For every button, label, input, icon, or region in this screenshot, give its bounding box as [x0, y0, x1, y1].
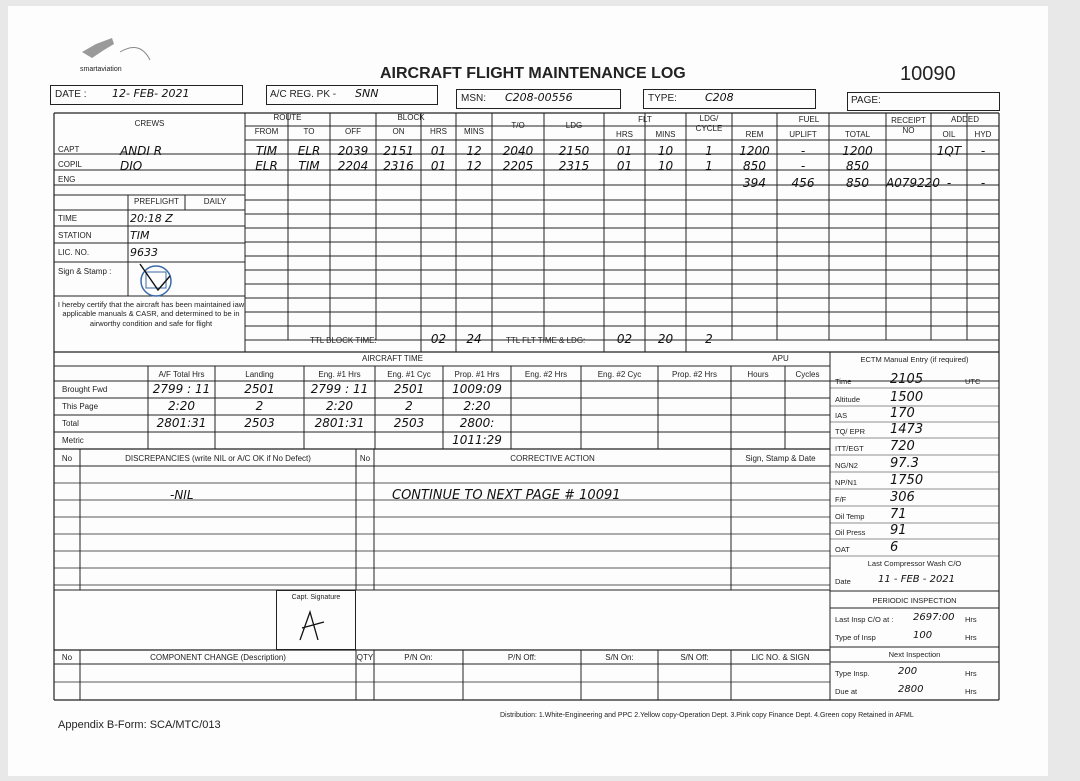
discrepancy-no-header: No — [61, 454, 73, 463]
flight-cell-total: 850 — [846, 159, 869, 173]
sign-stamp-label: Sign & Stamp : — [58, 267, 112, 276]
aircraft-time-row-label: Total — [62, 419, 79, 428]
flight-cell-from: TIM — [255, 144, 278, 158]
aircraft-time-col-header: Eng. #1 Hrs — [318, 370, 361, 379]
type-value: C208 — [705, 91, 734, 104]
distribution-note: Distribution: 1.White-Engineering and PPC 2.Yellow copy-Operation Dept. 3.Pink copy Finance Dept. 4.Green copy Retained in AFML — [500, 712, 914, 719]
from-header: FROM — [254, 127, 279, 136]
flight-cell-to: TIM — [298, 159, 320, 173]
page-label: PAGE: — [851, 95, 881, 106]
ectm-label: Time — [835, 377, 852, 386]
crews-header: CREWS — [134, 119, 165, 128]
ttl-flt-label: TTL FLT TIME & LDG: — [506, 336, 586, 345]
flight-cell-flt_hrs: 01 — [616, 144, 633, 158]
component-change-header: COMPONENT CHANGE (Description) — [150, 653, 286, 662]
ectm-value: 71 — [890, 507, 907, 522]
oil-header: OIL — [942, 130, 956, 139]
block-header: BLOCK — [397, 113, 425, 122]
ac-reg-value: SNN — [355, 87, 379, 100]
crew-role-label: CAPT — [58, 145, 80, 154]
lic-sign-header: LIC NO. & SIGN — [751, 653, 810, 662]
ectm-value: 2105 — [890, 372, 924, 387]
station-value: TIM — [130, 229, 150, 242]
ldg-header: LDG — [565, 121, 583, 130]
ectm-value: 1750 — [890, 473, 924, 488]
corrective-action-entry: CONTINUE TO NEXT PAGE # 10091 — [392, 488, 621, 503]
log-sheet — [8, 6, 1048, 776]
ttl-block-hrs: 02 — [430, 332, 447, 346]
logo-text: smartaviation — [80, 66, 122, 73]
apu-hours-header: Hours — [747, 370, 769, 379]
flight-cell-flt_mins: 10 — [657, 159, 674, 173]
aircraft-time-col-header: Landing — [245, 370, 274, 379]
ectm-value: 6 — [890, 540, 899, 555]
ectm-label: Altitude — [835, 395, 861, 404]
flight-cell-total: 1200 — [842, 144, 873, 158]
company-logo-icon — [82, 38, 150, 60]
sn-off-header: S/N Off: — [680, 653, 709, 662]
flt-header: FLT — [638, 115, 652, 124]
aircraft-time-row-label: This Page — [62, 402, 99, 411]
flight-cell-on: 2316 — [383, 159, 414, 173]
next-type-value: 200 — [898, 666, 918, 677]
flight-cell-cycle: 1 — [705, 159, 713, 173]
ectm-unit: UTC — [965, 377, 981, 386]
ectm-label: Oil Press — [835, 528, 866, 537]
added-header: ADDED — [950, 115, 979, 124]
flight-cell-mins: 12 — [466, 144, 482, 158]
hrs-header: HRS — [430, 127, 447, 136]
aircraft-time-cell: 2 — [405, 399, 413, 413]
next-type-unit: Hrs — [965, 669, 977, 678]
flight-cell-hrs: 01 — [430, 159, 447, 173]
aircraft-time-col-header: Prop. #1 Hrs — [454, 370, 500, 379]
last-insp-label: Last Insp C/O at : — [835, 615, 894, 624]
msn-value: C208-00556 — [505, 91, 573, 104]
flight-cell-uplift: 456 — [791, 176, 815, 190]
aircraft-time-cell: 2503 — [393, 416, 425, 430]
capt-signature-label: Capt. Signature — [291, 594, 341, 601]
ectm-label: TQ/ EPR — [835, 427, 866, 436]
flight-cell-to_time: 2205 — [502, 159, 534, 173]
ttl-flt-hrs: 02 — [616, 332, 633, 346]
flt-hrs-header: HRS — [616, 130, 633, 139]
off-header: OFF — [345, 127, 361, 136]
ectm-label: OAT — [835, 545, 850, 554]
aircraft-time-cell: 2 — [255, 399, 264, 413]
receipt-header: RECEIPT NO — [891, 116, 926, 135]
flight-cell-mins: 12 — [466, 159, 482, 173]
aircraft-time-cell: 2801:31 — [314, 416, 365, 430]
flight-cell-flt_hrs: 01 — [616, 159, 633, 173]
compressor-wash-title: Last Compressor Wash C/O — [867, 559, 962, 568]
flight-cell-rem: 1200 — [739, 144, 770, 158]
flight-cell-hrs: 01 — [430, 144, 447, 158]
aircraft-time-title: AIRCRAFT TIME — [361, 354, 424, 363]
ttl-block-mins: 24 — [466, 332, 482, 346]
ectm-value: 1473 — [890, 422, 924, 437]
due-at-label: Due at — [835, 687, 858, 696]
aircraft-time-cell: 2501 — [244, 382, 275, 396]
appendix-label: Appendix B-Form: SCA/MTC/013 — [58, 719, 221, 731]
flight-cell-oil: 1QT — [936, 144, 962, 158]
route-header: ROUTE — [273, 113, 302, 122]
rem-header: REM — [745, 130, 764, 139]
next-inspection-title: Next Inspection — [888, 650, 941, 659]
flight-cell-to: ELR — [297, 144, 321, 158]
flight-cell-rem: 394 — [743, 176, 766, 190]
preflight-label: PREFLIGHT — [134, 197, 179, 206]
flight-cell-receipt: A079220 — [886, 176, 941, 190]
flight-cell-uplift: - — [800, 159, 806, 173]
component-no-header: No — [61, 653, 73, 662]
aircraft-time-cell: 1011:29 — [452, 433, 502, 447]
aircraft-time-row-label: Metric — [62, 436, 84, 445]
aircraft-time-col-header: Eng. #1 Cyc — [387, 370, 431, 379]
last-insp-value: 2697:00 — [913, 612, 955, 623]
flight-cell-from: ELR — [255, 159, 278, 173]
next-type-label: Type Insp. — [835, 669, 870, 678]
aircraft-time-cell: 2503 — [244, 416, 275, 430]
date-value: 12- FEB- 2021 — [112, 87, 190, 100]
ectm-value: 97.3 — [890, 456, 919, 471]
ldg-cycle-header: LDG/ CYCLE — [695, 114, 723, 133]
date-label: DATE : — [55, 89, 87, 100]
wash-date-value: 11 - FEB - 2021 — [878, 574, 956, 585]
aircraft-time-col-header: A/F Total Hrs — [158, 370, 205, 379]
ectm-value: 170 — [890, 406, 915, 421]
due-at-value: 2800 — [898, 684, 924, 695]
pn-off-header: P/N Off: — [507, 653, 537, 662]
ectm-label: NP/N1 — [835, 478, 858, 487]
corrective-action-header: CORRECTIVE ACTION — [510, 454, 595, 463]
flight-cell-hyd: - — [980, 176, 986, 190]
to-header: TO — [303, 127, 315, 136]
aircraft-time-cell: 2801:31 — [156, 416, 207, 430]
hyd-header: HYD — [974, 130, 992, 139]
takeoff-header: T/O — [511, 121, 525, 130]
flight-cell-flt_mins: 10 — [657, 144, 674, 158]
discrepancies-header: DISCREPANCIES (write NIL or A/C OK if No Defect) — [125, 454, 311, 463]
flight-cell-on: 2151 — [383, 144, 414, 158]
ectm-value: 306 — [890, 490, 915, 505]
aircraft-time-row-label: Brought Fwd — [62, 385, 108, 394]
aircraft-time-col-header: Eng. #2 Cyc — [597, 370, 642, 379]
flight-cell-to_time: 2040 — [502, 144, 534, 158]
mins-header: MINS — [464, 127, 484, 136]
discrepancy-entry: -NIL — [170, 488, 194, 502]
crew-role-label: ENG — [58, 175, 76, 184]
aircraft-time-cell: 1009:09 — [452, 382, 502, 396]
ectm-label: IAS — [835, 411, 848, 420]
daily-label: DAILY — [203, 197, 227, 206]
ectm-label: ITT/EGT — [835, 444, 864, 453]
due-at-unit: Hrs — [965, 687, 977, 696]
total-header: TOTAL — [844, 130, 871, 139]
ectm-value: 1500 — [890, 390, 924, 405]
apu-title: APU — [772, 354, 789, 363]
flight-cell-uplift: - — [800, 144, 806, 158]
flight-cell-hyd: - — [980, 144, 986, 158]
flight-cell-off: 2039 — [337, 144, 369, 158]
time-value: 20:18 Z — [130, 212, 173, 225]
flight-cell-rem: 850 — [743, 159, 766, 173]
fuel-header: FUEL — [798, 115, 820, 124]
wash-date-label: Date — [835, 577, 851, 586]
aircraft-time-cell: 2501 — [393, 382, 425, 396]
flt-mins-header: MINS — [655, 130, 676, 139]
ectm-label: NG/N2 — [835, 461, 858, 470]
qty-header: QTY — [356, 653, 374, 662]
ttl-block-label: TTL BLOCK TIME: — [310, 336, 377, 345]
crew-name: DIO — [120, 159, 143, 173]
type-label: TYPE: — [648, 93, 677, 104]
ectm-label: Oil Temp — [835, 512, 865, 521]
aircraft-time-cell: 2:20 — [463, 399, 491, 413]
aircraft-time-col-header: Prop. #2 Hrs — [672, 370, 717, 379]
form-title: AIRCRAFT FLIGHT MAINTENANCE LOG — [380, 65, 686, 82]
station-label: STATION — [58, 231, 92, 240]
lic-value: 9633 — [130, 246, 158, 259]
ttl-ldg: 2 — [705, 332, 713, 346]
certification-text: I hereby certify that the aircraft has been maintained iaw applicable manuals & CASR, and determined to be in airworthy condition and safe for flight — [57, 300, 245, 328]
crew-name: ANDI R — [120, 144, 163, 158]
crew-role-label: COPIL — [58, 160, 83, 169]
flight-cell-off: 2204 — [337, 159, 369, 173]
aircraft-time-col-header: Eng. #2 Hrs — [524, 370, 568, 379]
time-label: TIME — [58, 214, 78, 223]
flight-cell-ldg: 2150 — [558, 144, 590, 158]
periodic-inspection-title: PERIODIC INSPECTION — [872, 596, 957, 605]
sign-stamp-date-header: Sign, Stamp & Date — [745, 454, 816, 463]
flight-cell-total: 850 — [846, 176, 869, 190]
ac-reg-label: A/C REG. PK - — [270, 89, 337, 100]
approval-stamp-icon — [140, 264, 171, 296]
apu-cycles-header: Cycles — [795, 370, 820, 379]
last-insp-unit: Hrs — [965, 615, 977, 624]
aircraft-time-cell: 2800: — [459, 416, 495, 430]
ectm-label: F/F — [835, 495, 847, 504]
pn-on-header: P/N On: — [404, 653, 433, 662]
ectm-value: 91 — [890, 523, 907, 538]
aircraft-time-cell: 2:20 — [326, 399, 353, 413]
type-insp-unit: Hrs — [965, 633, 977, 642]
on-header: ON — [392, 127, 405, 136]
flight-cell-ldg: 2315 — [558, 159, 590, 173]
ttl-flt-mins: 20 — [657, 332, 674, 346]
log-number: 10090 — [900, 63, 956, 85]
flight-cell-oil: - — [946, 176, 952, 190]
aircraft-time-cell: 2:20 — [168, 399, 195, 413]
lic-label: LIC. NO. — [58, 248, 90, 257]
type-insp-value: 100 — [913, 630, 933, 641]
uplift-header: UPLIFT — [789, 130, 817, 139]
sn-on-header: S/N On: — [605, 653, 634, 662]
aircraft-time-cell: 2799 : 11 — [152, 382, 211, 396]
aircraft-time-cell: 2799 : 11 — [310, 382, 369, 396]
msn-label: MSN: — [461, 93, 486, 104]
flight-cell-cycle: 1 — [705, 144, 713, 158]
corrective-no-header: No — [359, 454, 371, 463]
ectm-value: 720 — [890, 439, 915, 454]
type-insp-label: Type of Insp — [835, 633, 876, 642]
ectm-title: ECTM Manual Entry (if required) — [860, 355, 969, 364]
